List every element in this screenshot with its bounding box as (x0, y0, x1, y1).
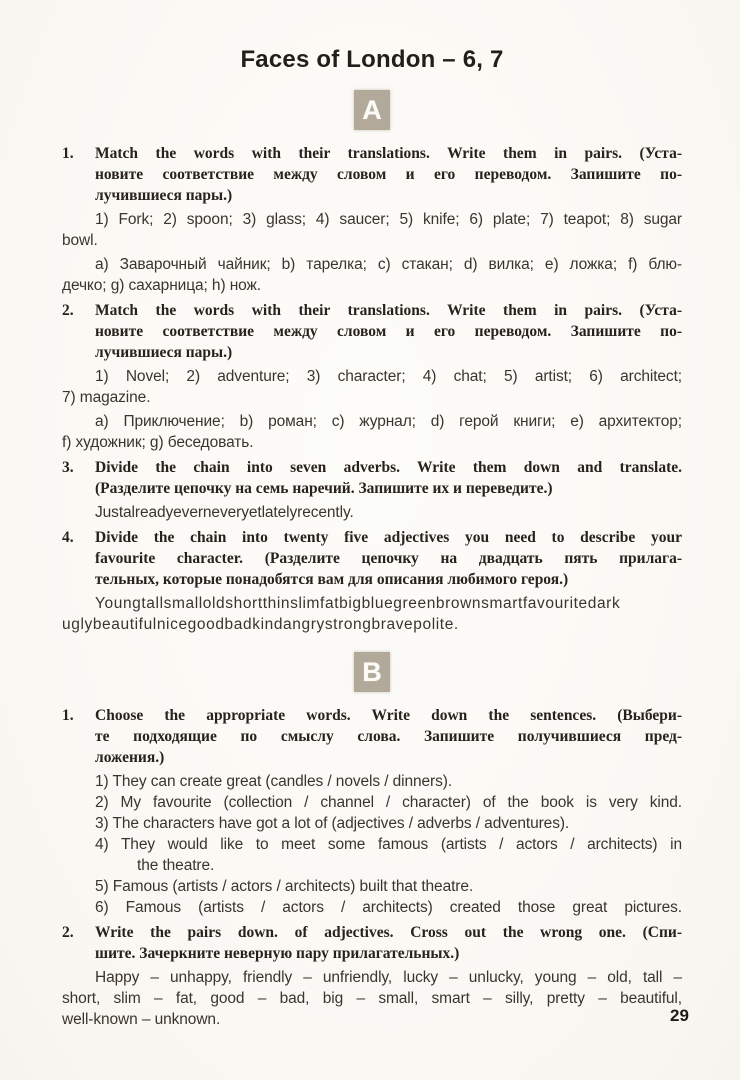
sentence-line: 3) The characters have got a lot of (adjectives / adverbs / adventures). (95, 815, 570, 832)
exercise-a1-number: 1. (62, 145, 74, 162)
translation-list-line: a) Приключение; b) роман; c) журнал; d) герой книги; e) архитектор; (95, 413, 682, 430)
pairs-line: well-known – unknown. (62, 1011, 221, 1028)
exercise-a2-word-list (62, 366, 682, 408)
sentence-line: 4) They would like to meet some famous (artists / actors / architects) in (95, 836, 682, 853)
instruction-line: шите. Зачеркните неверную пару прилагательных.) (95, 945, 460, 962)
exercise-a4-number: 4. (62, 529, 74, 546)
instruction-line: тельных, которые понадобятся вам для описания любимого героя.) (95, 571, 569, 588)
chain-line: Justalreadyeverneveryetlatelyrecently. (95, 504, 354, 521)
word-list-line: 7) magazine. (62, 389, 151, 406)
instruction-line: новите соответствие между словом и его переводом. Запишите по- (95, 323, 682, 340)
instruction-line: лучившиеся пары.) (95, 344, 233, 361)
exercise-a3-number: 3. (62, 459, 74, 476)
sentence-line: 1) They can create great (candles / novels / dinners). (95, 773, 453, 790)
exercise-b1-instruction (62, 705, 682, 768)
translation-list-line: f) художник; g) беседовать. (62, 434, 254, 451)
exercise-a1-instruction (62, 143, 682, 206)
word-list-line: 1) Novel; 2) adventure; 3) character; 4) chat; 5) artist; 6) architect; (95, 368, 682, 385)
exercise-a2-number: 2. (62, 302, 74, 319)
instruction-line: ложения.) (95, 749, 165, 766)
instruction-line: Choose the appropriate words. Write down the sentences. (Выбери- (95, 707, 682, 724)
page-title: Faces of London – 6, 7 (240, 46, 504, 73)
exercise-b1-number: 1. (62, 707, 74, 724)
sentence-line: 5) Famous (artists / actors / architects) built that theatre. (95, 878, 474, 895)
chain-line: Youngtallsmalloldshortthinslimfatbigbluegreenbrownsmartfavouritedark (95, 595, 621, 612)
sentence-line: 6) Famous (artists / actors / architects) created those great pictures. (95, 899, 682, 916)
exercise-a4-chain (62, 593, 682, 635)
exercise-a1-word-list (62, 209, 682, 251)
exercise-a3-instruction (62, 457, 682, 499)
word-list-line: 1) Fork; 2) spoon; 3) glass; 4) saucer; 5) knife; 6) plate; 7) teapot; 8) sugar (95, 211, 682, 228)
exercise-a3 (62, 457, 682, 523)
exercise-b2-number: 2. (62, 924, 74, 941)
exercise-a4-instruction (62, 527, 682, 590)
exercise-a1-translation-list (62, 254, 682, 296)
exercise-a4 (62, 527, 682, 635)
translation-list-line: a) Заварочный чайник; b) тарелка; c) стакан; d) вилка; e) ложка; f) блю- (95, 256, 682, 273)
exercise-b2-instruction (62, 922, 682, 964)
instruction-line: Match the words with their translations. Write them in pairs. (Уста- (95, 145, 682, 162)
instruction-line: Divide the chain into seven adverbs. Write them down and translate. (95, 459, 682, 476)
instruction-line: Match the words with their translations. Write them in pairs. (Уста- (95, 302, 682, 319)
word-list-line: bowl. (62, 232, 98, 249)
sentence-line: 2) My favourite (collection / channel / character) of the book is very kind. (95, 794, 682, 811)
exercise-a2-instruction (62, 300, 682, 363)
exercise-a2 (62, 300, 682, 453)
sentence-line: the theatre. (137, 857, 215, 874)
exercise-b1 (62, 705, 682, 918)
exercise-a3-chain (62, 502, 682, 523)
exercise-b2 (62, 922, 682, 1030)
instruction-line: (Разделите цепочку на семь наречий. Запишите их и переведите.) (95, 480, 553, 497)
chain-line: uglybeautifulnicegoodbadkindangrystrongbravepolite. (62, 616, 459, 633)
section-b-marker (354, 652, 390, 692)
section-a-letter: A (362, 94, 382, 125)
pairs-line: Happy – unhappy, friendly – unfriendly, lucky – unlucky, young – old, tall – (95, 969, 682, 986)
exercise-b2-pairs (62, 967, 682, 1030)
exercise-a2-translation-list (62, 411, 682, 453)
exercise-a1 (62, 143, 682, 296)
translation-list-line: дечко; g) сахарница; h) нож. (62, 277, 261, 294)
section-a-marker (354, 90, 390, 130)
instruction-line: favourite character. (Разделите цепочку на двадцать пять прилага- (95, 550, 682, 567)
exercise-b1-sentences (62, 771, 682, 918)
instruction-line: лучившиеся пары.) (95, 187, 233, 204)
page-number: 29 (670, 1006, 689, 1025)
instruction-line: Divide the chain into twenty five adjectives you need to describe your (95, 529, 682, 546)
section-b-letter: B (362, 656, 382, 687)
instruction-line: Write the pairs down. of adjectives. Cross out the wrong one. (Спи- (95, 924, 682, 941)
instruction-line: новите соответствие между словом и его переводом. Запишите по- (95, 166, 682, 183)
pairs-line: short, slim – fat, good – bad, big – small, smart – silly, pretty – beautiful, (62, 990, 682, 1007)
instruction-line: те подходящие по смыслу слова. Запишите получившиеся пред- (95, 728, 682, 745)
